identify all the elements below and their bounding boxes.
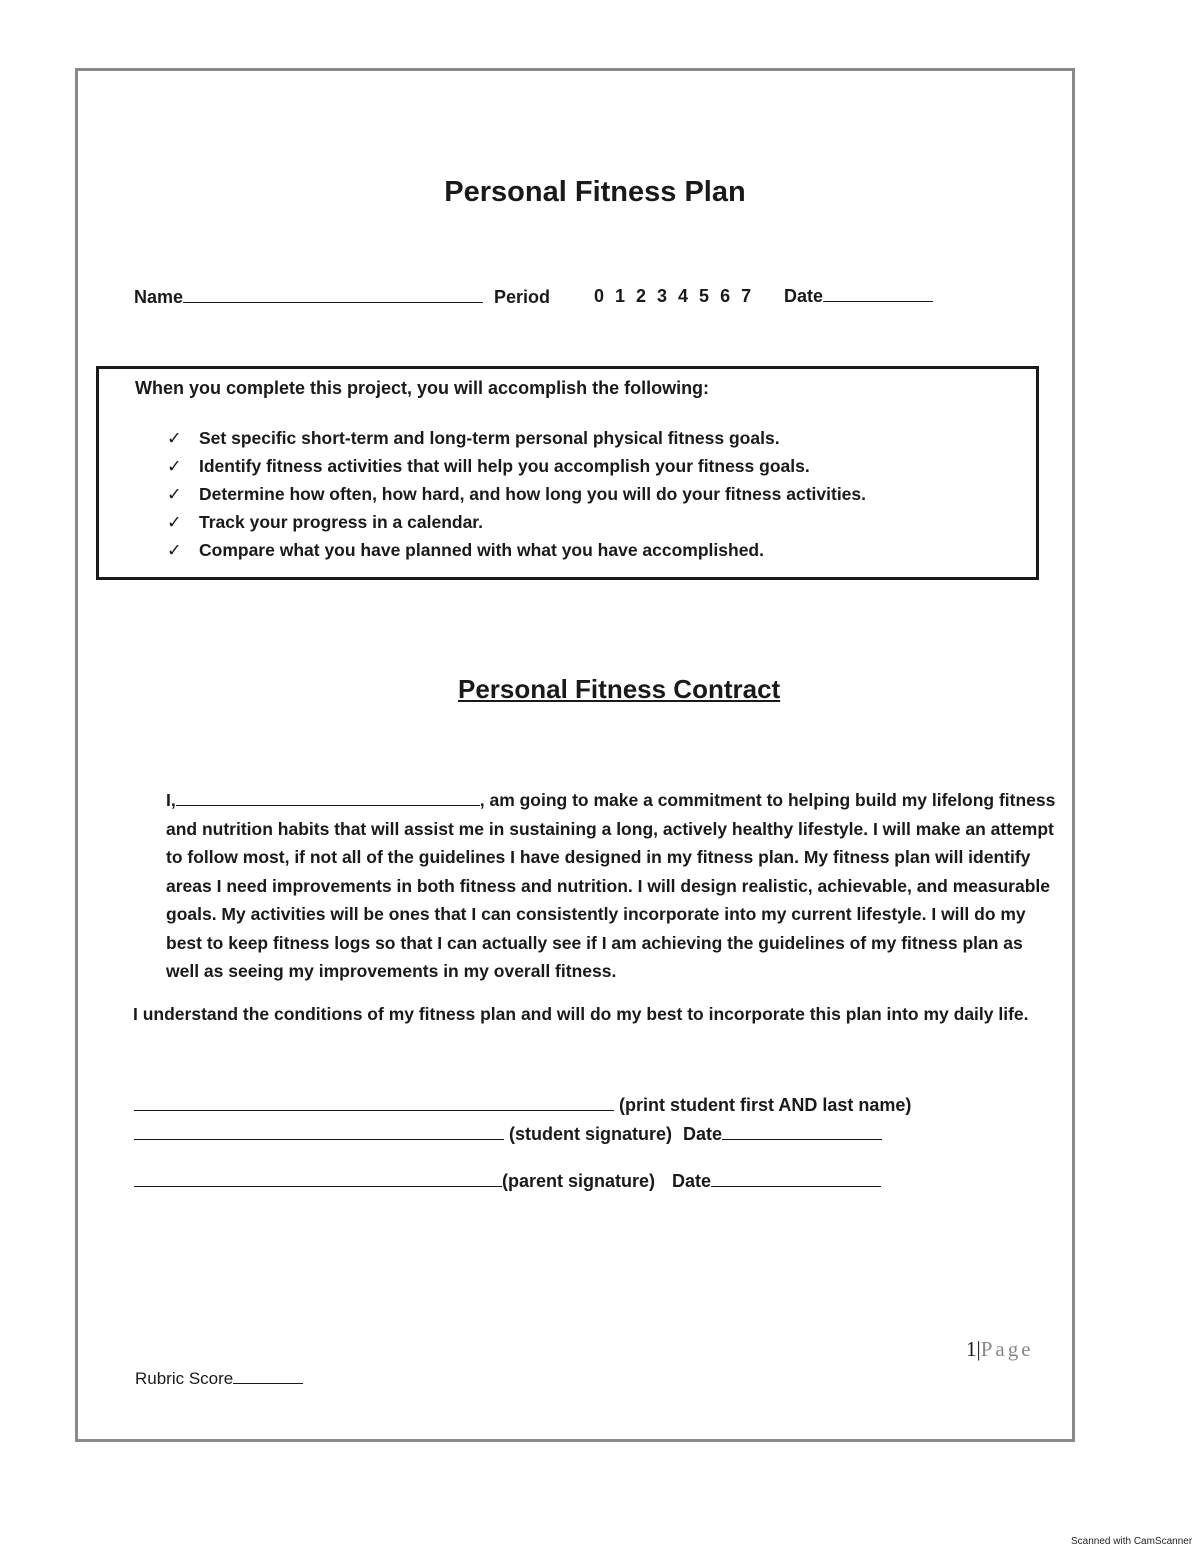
name-label: Name: [134, 287, 184, 307]
name-field: [134, 287, 483, 308]
checkmark-icon: ✓: [167, 484, 182, 504]
student-name-blank[interactable]: [176, 804, 480, 806]
list-item: ✓ Compare what you have planned with what you have accomplished.: [167, 536, 866, 564]
parent-signature-label: (parent signature): [502, 1171, 656, 1191]
objectives-intro: When you complete this project, you will accomplish the following:: [135, 378, 710, 398]
student-signature-label: (student signature): [509, 1124, 673, 1144]
contract-title: Personal Fitness Contract: [458, 674, 781, 704]
page-number: [966, 1337, 1034, 1362]
list-item: ✓ Determine how often, how hard, and how long you will do your fitness activities.: [167, 480, 866, 508]
list-item: ✓ Track your progress in a calendar.: [167, 508, 866, 536]
print-name-blank[interactable]: [134, 1109, 614, 1111]
period-label: Period: [494, 287, 551, 307]
rubric-label: Rubric Score: [135, 1369, 234, 1388]
page-word: Page: [980, 1337, 1034, 1361]
student-signature-blank[interactable]: [134, 1138, 504, 1140]
scanner-watermark: Scanned with CamScanner: [1071, 1536, 1193, 1547]
page-border: [75, 68, 1075, 1442]
checkmark-icon: ✓: [167, 428, 182, 448]
objectives-box: [96, 366, 1039, 580]
agreement-statement: I understand the conditions of my fitness plan and will do my best to incorporate this plan into my daily life.: [133, 1004, 1029, 1024]
contract-pronoun: I,: [166, 790, 176, 810]
period-options: 0 1 2 3 4 5 6 7: [594, 286, 755, 306]
parent-date-label: Date: [672, 1171, 712, 1191]
print-name-label: (print student first AND last name): [619, 1095, 912, 1115]
rubric-score: [135, 1369, 303, 1389]
rubric-blank[interactable]: [233, 1382, 303, 1384]
contract-paragraph: [166, 786, 1056, 986]
date-label: Date: [784, 286, 824, 306]
date-field: [784, 286, 933, 307]
page-number-value: 1: [966, 1337, 977, 1361]
student-signature-line: [134, 1124, 882, 1145]
checkmark-icon: ✓: [167, 540, 182, 560]
date-blank[interactable]: [823, 300, 933, 302]
parent-signature-line: [134, 1171, 881, 1192]
checkmark-icon: ✓: [167, 456, 182, 476]
checkmark-icon: ✓: [167, 512, 182, 532]
student-date-blank[interactable]: [722, 1138, 882, 1140]
contract-body: , am going to make a commitment to helping build my lifelong fitness and nutrition habits that will assist me in sustaining a long, actively healthy lifestyle. I will make an attempt to follow most, if not all of the guidelines I have designed in my fitness plan. My fitness plan will identify areas I need improvements in both fitness and nutrition. I will design realistic, achievable, and measurable goals. My activities will be ones that I can consistently incorporate into my current lifestyle. I will do my best to keep fitness logs so that I can actually see if I am achieving the guidelines of my fitness plan as well as seeing my improvements in my overall fitness.: [166, 790, 1056, 981]
name-blank[interactable]: [183, 301, 483, 303]
print-name-line: [134, 1095, 911, 1116]
parent-signature-blank[interactable]: [134, 1185, 502, 1187]
list-item: ✓ Set specific short-term and long-term personal physical fitness goals.: [167, 424, 866, 452]
page-title: Personal Fitness Plan: [444, 176, 746, 208]
parent-date-blank[interactable]: [711, 1185, 881, 1187]
objectives-list: [167, 424, 866, 564]
student-date-label: Date: [683, 1124, 723, 1144]
list-item: ✓ Identify fitness activities that will help you accomplish your fitness goals.: [167, 452, 866, 480]
page-separator: |: [976, 1337, 981, 1361]
